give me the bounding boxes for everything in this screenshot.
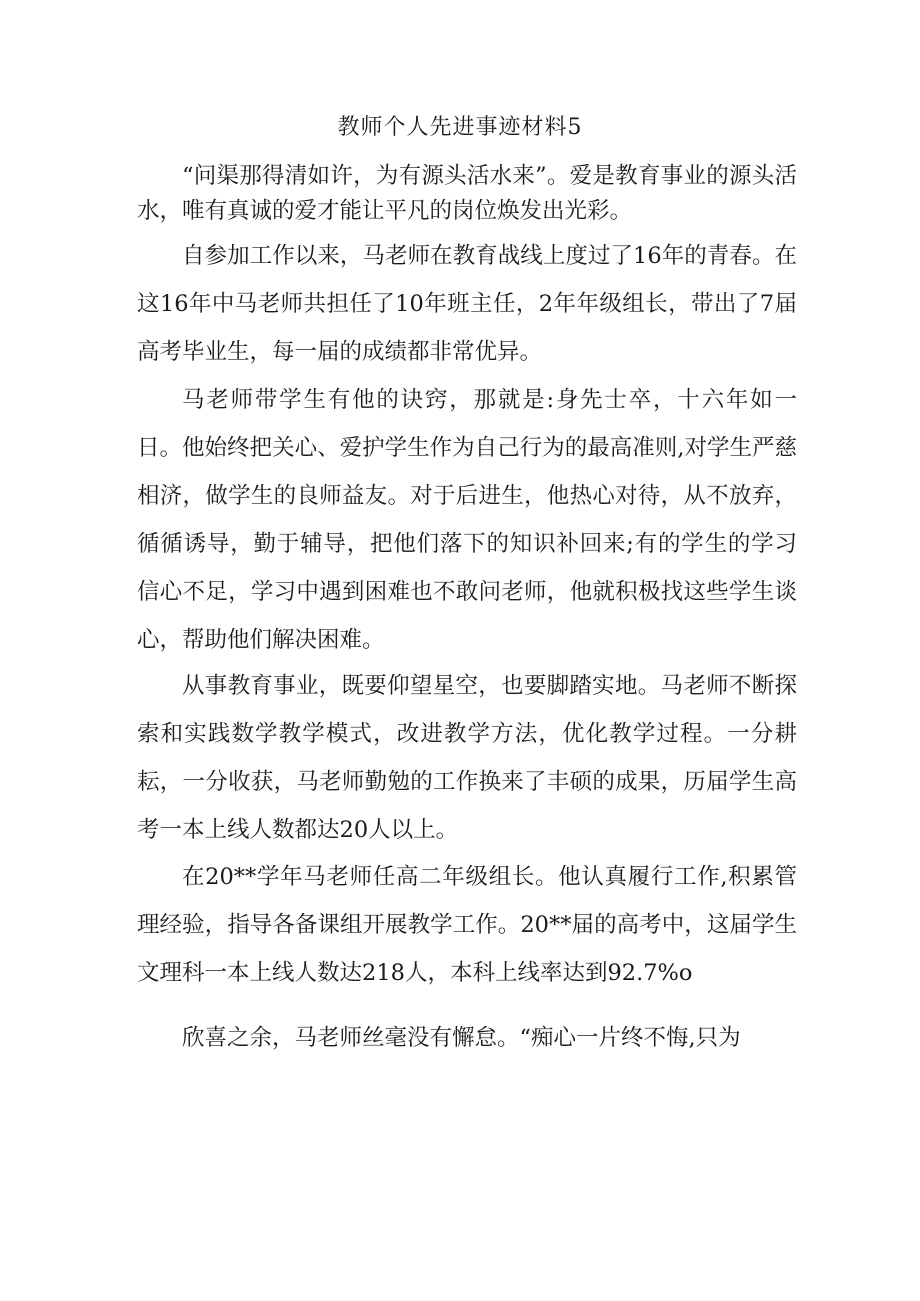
paragraph-4: 从事教育事业，既要仰望星空，也要脚踏实地。马老师不断探索和实践数学教学模式，改进教学方法，优化教学过程。一分耕耘，一分收获，马老师勤勉的工作换来了丰硕的成果，历届学生高考一本上线人数都达20人以上。 xyxy=(137,673,797,843)
paragraph-5: 在20**学年马老师任高二年级组长。他认真履行工作,积累管理经验，指导各备课组开展教学工作。20**届的高考中，这届学生文理科一本上线人数达218人，本科上线率达到92.7%o xyxy=(137,864,797,986)
document-title: 教师个人先进事迹材料5 xyxy=(337,115,583,140)
paragraph-6: 欣喜之余，马老师丝毫没有懈怠。“痴心一片终不悔,只为 xyxy=(182,1025,741,1051)
paragraph-3: 马老师带学生有他的诀窍，那就是:身先士卒，十六年如一日。他始终把关心、爱护学生作为自己行为的最高准则,对学生严慈相济，做学生的良师益友。对于后进生，他热心对待，从不放弃，循循诱导，勤于辅导，把他们落下的知识补回来;有的学生的学习信心不足，学习中遇到困难也不敢问老师，他就积极找这些学生谈心，帮助他们解决困难。 xyxy=(137,387,797,653)
paragraph-1: “问渠那得清如许，为有源头活水来”。爱是教育事业的源头活水，唯有真诚的爱才能让平凡的岗位焕发出光彩。 xyxy=(137,163,797,224)
paragraph-2: 自参加工作以来，马老师在教育战线上度过了16年的青春。在这16年中马老师共担任了10年班主任，2年年级组长，带出了7届高考毕业生，每一届的成绩都非常优异。 xyxy=(137,243,797,365)
